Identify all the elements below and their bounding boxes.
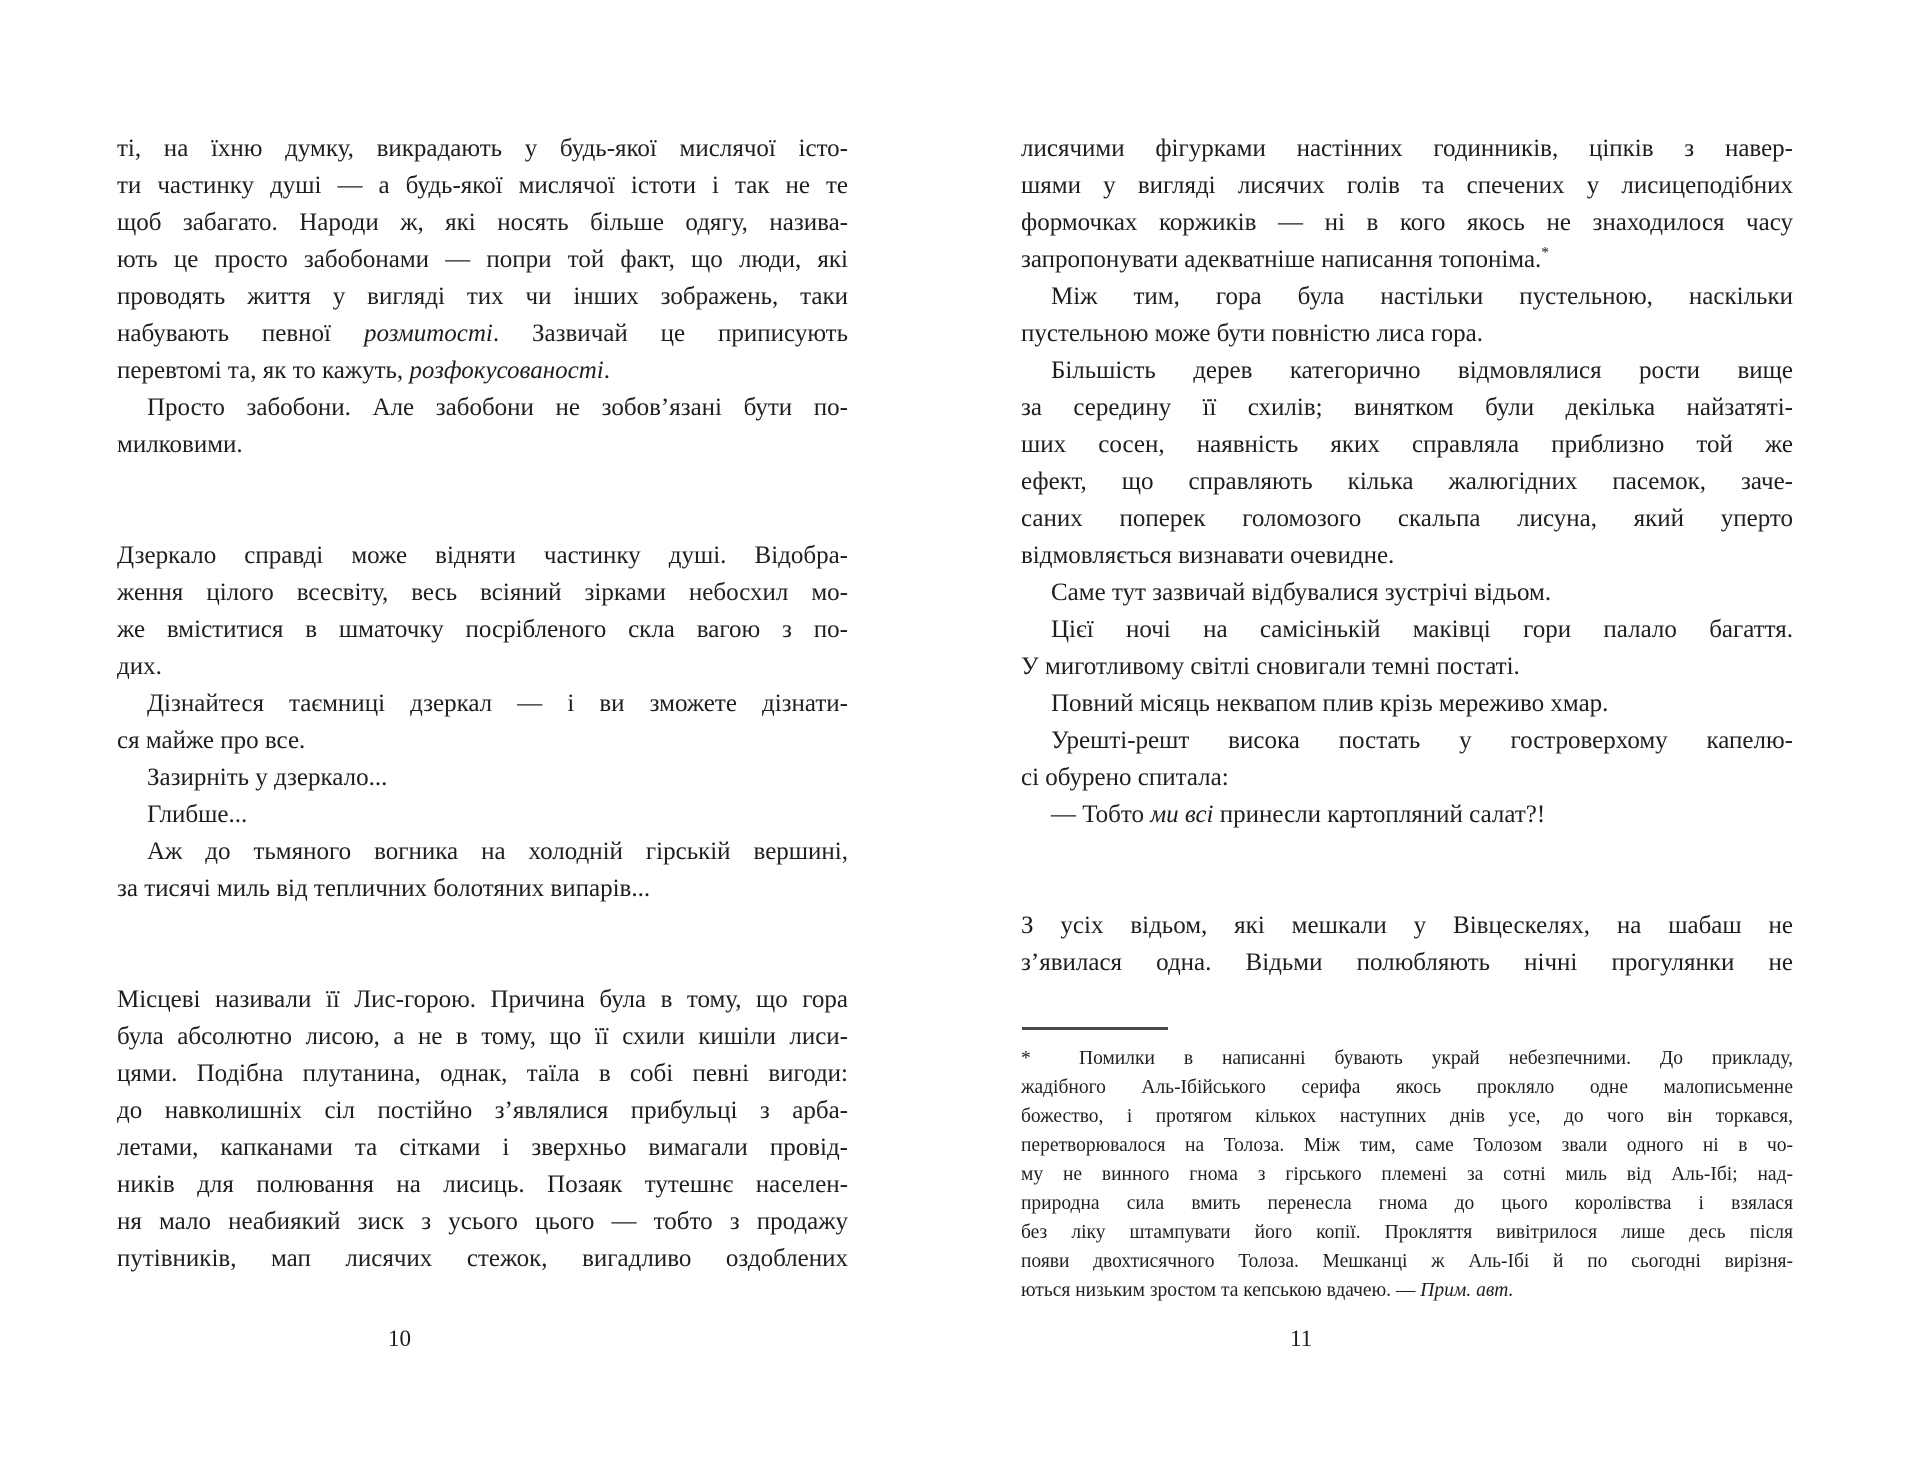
text-line (1021, 1102, 1793, 1131)
text-line (1021, 685, 1793, 722)
paragraph (1021, 796, 1793, 833)
text-segment: розмитості (363, 320, 493, 347)
page-right (1021, 130, 1793, 1305)
text-line (117, 1166, 848, 1203)
text-segment: за тисячі миль від тепличних болотяних випарів... (117, 875, 651, 902)
text-segment: шями у вигляді лисячих голів та спечених у лисицеподібних (1021, 172, 1793, 199)
text-segment: формочках коржиків — ні в кого якось не знаходилося часу (1021, 209, 1793, 236)
text-line (1021, 1131, 1793, 1160)
text-line (1021, 1044, 1793, 1073)
text-line (1021, 241, 1793, 278)
text-segment: Помилки в написанні бувають украй небезпечними. До прикладу, (1079, 1048, 1793, 1069)
page-number-left: 10 (388, 1326, 411, 1351)
text-segment: ють це просто забобонами — попри той факт, що люди, які (117, 246, 848, 273)
text-segment: Більшість дерев категорично відмовлялися рости вище (1051, 357, 1793, 384)
text-line (117, 796, 848, 833)
paragraph (1021, 685, 1793, 722)
text-line (1021, 796, 1793, 833)
text-line (1021, 574, 1793, 611)
text-segment: Цієї ночі на самісінькій маківці гори палало багаття. (1051, 616, 1793, 643)
page-right-paragraphs (1021, 130, 1793, 981)
paragraph (1021, 278, 1793, 352)
text-segment: Аж до тьмяного вогника на холодній гірській вершині, (147, 838, 848, 865)
text-segment: Дізнайтеся таємниці дзеркал — і ви зможете дізнати- (147, 690, 848, 717)
paragraph (117, 833, 848, 907)
text-segment: появи двохтисячного Толоза. Мешканці ж Аль-Ібі й по сьогодні вирізня- (1021, 1251, 1793, 1272)
text-line (1021, 1247, 1793, 1276)
paragraph (1021, 352, 1793, 574)
text-segment: відмовляється визнавати очевидне. (1021, 542, 1395, 569)
text-line (1021, 907, 1793, 944)
text-line (1021, 1160, 1793, 1189)
text-segment: була абсолютно лисою, а не в тому, що її схили кишіли лиси- (117, 1023, 848, 1050)
text-segment: набувають певної (117, 320, 364, 347)
text-line (1021, 278, 1793, 315)
text-segment: божество, і протягом кількох наступних днів усе, до чого він торкався, (1021, 1106, 1793, 1127)
paragraph (117, 389, 848, 463)
text-segment: запропонувати адекватніше написання топоніма. (1021, 246, 1542, 273)
paragraph (1021, 722, 1793, 796)
text-line (117, 241, 848, 278)
text-line (1021, 611, 1793, 648)
text-line (1021, 944, 1793, 981)
text-line (1021, 352, 1793, 389)
footnote (1021, 1027, 1793, 1305)
text-segment: без ліку штампувати його копії. Прокляття вивітрилося лише десь після (1021, 1222, 1793, 1243)
text-line (1021, 315, 1793, 352)
text-line (117, 389, 848, 426)
text-line (117, 537, 848, 574)
text-segment: путівників, мап лисячих стежок, вигадливо оздоблених (117, 1245, 848, 1272)
text-segment: принесли картопляний салат?! (1213, 801, 1546, 828)
paragraph (1021, 130, 1793, 278)
text-segment: Дзеркало справді може відняти частинку душі. Відобра- (117, 542, 848, 569)
text-line (117, 981, 848, 1018)
text-segment: Просто забобони. Але забобони не зобов’язані бути по- (147, 394, 848, 421)
text-line (1021, 389, 1793, 426)
text-line (117, 352, 848, 389)
text-line (1021, 1218, 1793, 1247)
text-segment: З усіх відьом, які мешкали у Вівцескелях, на шабаш не (1021, 912, 1793, 939)
text-segment: перевтомі та, як то кажуть, (117, 357, 410, 384)
text-line (117, 648, 848, 685)
paragraph (1021, 1044, 1793, 1305)
text-segment: ся майже про все. (117, 727, 306, 754)
text-line (117, 685, 848, 722)
footnote-separator (1022, 1027, 1168, 1030)
text-line (117, 130, 848, 167)
text-line (117, 278, 848, 315)
text-line (117, 833, 848, 870)
footnote-reference-asterisk: * (1541, 244, 1550, 262)
text-line (1021, 1276, 1793, 1305)
text-segment: лисячими фігурками настінних годинників, ціпків з навер- (1021, 135, 1793, 162)
text-segment: ті, на їхню думку, викрадають у будь-якої мислячої істо- (117, 135, 848, 162)
footnote-paragraphs (1021, 1044, 1793, 1305)
text-segment: летами, капканами та сітками і зверхньо вимагали провід- (117, 1134, 848, 1161)
text-line (117, 426, 848, 463)
text-segment: Зазирніть у дзеркало... (147, 764, 388, 791)
text-segment: У миготливому світлі сновигали темні постаті. (1021, 653, 1520, 680)
text-line (117, 1092, 848, 1129)
text-segment: же вміститися в шматочку посрібленого скла вагою з по- (117, 616, 848, 643)
paragraph (117, 796, 848, 833)
text-line (1021, 130, 1793, 167)
text-segment: ня мало неабиякий зиск з усього цього — тобто з продажу (117, 1208, 848, 1235)
text-segment: проводять життя у вигляді тих чи інших зображень, таки (117, 283, 848, 310)
text-segment: до навколишніх сіл постійно з’являлися прибульці з арба- (117, 1097, 848, 1124)
text-segment: дих. (117, 653, 162, 680)
text-segment: щоб забагато. Народи ж, які носять більше одягу, назива- (117, 209, 848, 236)
text-line (117, 315, 848, 352)
text-line (1021, 204, 1793, 241)
text-segment: за середину її схилів; винятком були декілька найзатяті- (1021, 394, 1793, 421)
paragraph (1021, 611, 1793, 685)
text-segment: — Тобто (1051, 801, 1151, 828)
text-segment: ників для полювання на лисиць. Позаяк тутешнє населен- (117, 1171, 848, 1198)
paragraph (1021, 574, 1793, 611)
text-line (117, 759, 848, 796)
text-segment: ших сосен, наявність яких справляла приблизно той же (1021, 431, 1793, 458)
text-line (1021, 1189, 1793, 1218)
text-segment: Глибше... (147, 801, 248, 828)
text-segment: цями. Подібна плутанина, однак, таїла в собі певні вигоди: (117, 1060, 848, 1087)
text-segment: ми всі (1150, 801, 1214, 828)
paragraph (117, 759, 848, 796)
page-number-right: 11 (1290, 1326, 1313, 1351)
text-segment: милковими. (117, 431, 243, 458)
text-segment: ються низьким зростом та кепською вдачею. — (1021, 1280, 1421, 1301)
text-segment: Саме тут зазвичай відбувалися зустрічі відьом. (1051, 579, 1552, 606)
text-segment: з’явилася одна. Відьми полюбляють нічні прогулянки не (1021, 949, 1793, 976)
text-segment: природна сила вмить перенесла гнома до цього королівства і взялася (1021, 1193, 1793, 1214)
page-left (117, 130, 848, 1277)
text-segment: ти частинку душі — а будь-якої мислячої істоти і так не те (117, 172, 848, 199)
text-line (117, 611, 848, 648)
text-line (1021, 500, 1793, 537)
text-segment: му не винного гнома з гірського племені за сотні миль від Аль-Ібі; над- (1021, 1164, 1793, 1185)
text-segment: саних поперек голомозого скальпа лисуна, який уперто (1021, 505, 1793, 532)
paragraph (117, 537, 848, 685)
paragraph (1021, 907, 1793, 981)
text-segment: пустельною може бути повністю лиса гора. (1021, 320, 1484, 347)
text-line (1021, 463, 1793, 500)
footnote-marker: * (1021, 1048, 1031, 1069)
text-line (1021, 167, 1793, 204)
text-line (1021, 1073, 1793, 1102)
paragraph (117, 130, 848, 389)
text-segment: перетворювалося на Толоза. Між тим, саме Толозом звали одного ні в чо- (1021, 1135, 1793, 1156)
text-segment: . Зазвичай це приписують (492, 320, 848, 347)
text-line (117, 722, 848, 759)
text-line (117, 574, 848, 611)
text-segment: Між тим, гора була настільки пустельною, наскільки (1051, 283, 1793, 310)
text-line (117, 1240, 848, 1277)
text-line (1021, 759, 1793, 796)
text-line (117, 204, 848, 241)
text-segment: . (603, 357, 610, 384)
text-segment: Урешті-решт висока постать у гостроверхому капелю- (1051, 727, 1793, 754)
text-segment: Повний місяць неквапом плив крізь мереживо хмар. (1051, 690, 1609, 717)
text-line (117, 1129, 848, 1166)
text-line (117, 167, 848, 204)
text-segment: жадібного Аль-Ібійського серифа якось прокляло одне малописьменне (1021, 1077, 1793, 1098)
page-left-paragraphs (117, 130, 848, 1277)
text-line (1021, 648, 1793, 685)
text-segment: сі обурено спитала: (1021, 764, 1229, 791)
text-line (117, 1018, 848, 1055)
text-segment: ефект, що справляють кілька жалюгідних пасемок, заче- (1021, 468, 1793, 495)
text-line (117, 1055, 848, 1092)
text-segment: Прим. авт. (1420, 1280, 1514, 1301)
text-line (1021, 537, 1793, 574)
paragraph (117, 981, 848, 1277)
text-line (1021, 426, 1793, 463)
text-line (117, 1203, 848, 1240)
paragraph (117, 685, 848, 759)
text-line (1021, 722, 1793, 759)
text-segment: розфокусованості (409, 357, 604, 384)
text-line (117, 870, 848, 907)
text-segment: Місцеві називали її Лис-горою. Причина була в тому, що гора (117, 986, 848, 1013)
text-segment: ження цілого всесвіту, весь всіяний зірками небосхил мо- (117, 579, 848, 606)
